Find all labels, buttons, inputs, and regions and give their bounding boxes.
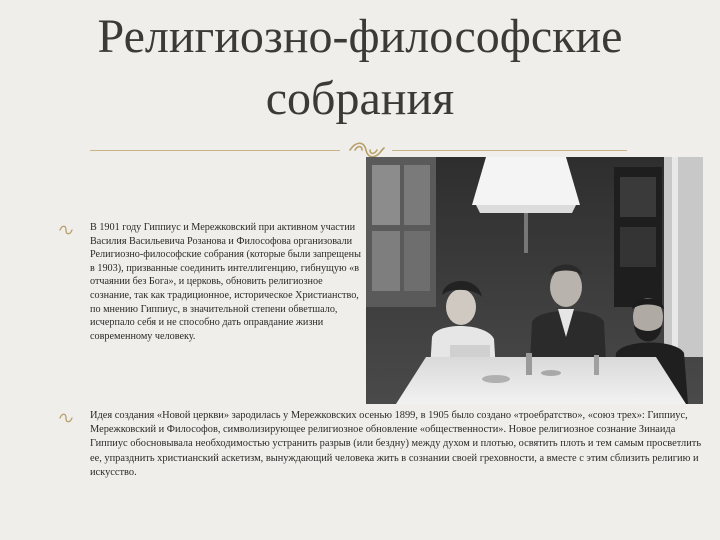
- swirl-bullet-icon: [59, 412, 73, 424]
- title-line-1: Религиозно-философские: [97, 10, 623, 63]
- historical-photo: [366, 157, 703, 404]
- title-divider-right: [392, 150, 627, 151]
- paragraph-2: Идея создания «Новой церкви» зародилась у Мережковских осенью 1899, в 1905 было создано «троебратство», «союз трех»: Гиппиус, Мережковский и Философов, символизирующее религиозное обновление «общественности». Новое религиозное сознание Зинаида Гиппиус обосновывала необходимостью устранить разрыв (или бездну) между духом и плотью, освятить плоть и тем самым просветлить ее, упразднить христианский аскетизм, вынуждающий человека жить в сознании своей греховности, а вместе с этим сблизить религию и искусство.: [90, 410, 702, 478]
- swirl-bullet-icon: [59, 224, 73, 236]
- title-line-2: собрания: [265, 72, 455, 125]
- title-divider-left: [90, 150, 340, 151]
- slide-title: [40, 6, 680, 130]
- paragraph-1: В 1901 году Гиппиус и Мережковский при активном участии Василия Васильевича Розанова и Философова организовали Религиозно-философские собрания (которые были запрещены в 1903), призванные соединить интеллигенцию, гибнущую «в отчаянии без Бога», и церковь, обновить религиозное сознание, так как традиционное, историческое Христианство, по мнению Гиппиус, в значительной степени обветшало, исчерпало себя и не способно дать оправдание жизни современному человеку.: [90, 222, 361, 342]
